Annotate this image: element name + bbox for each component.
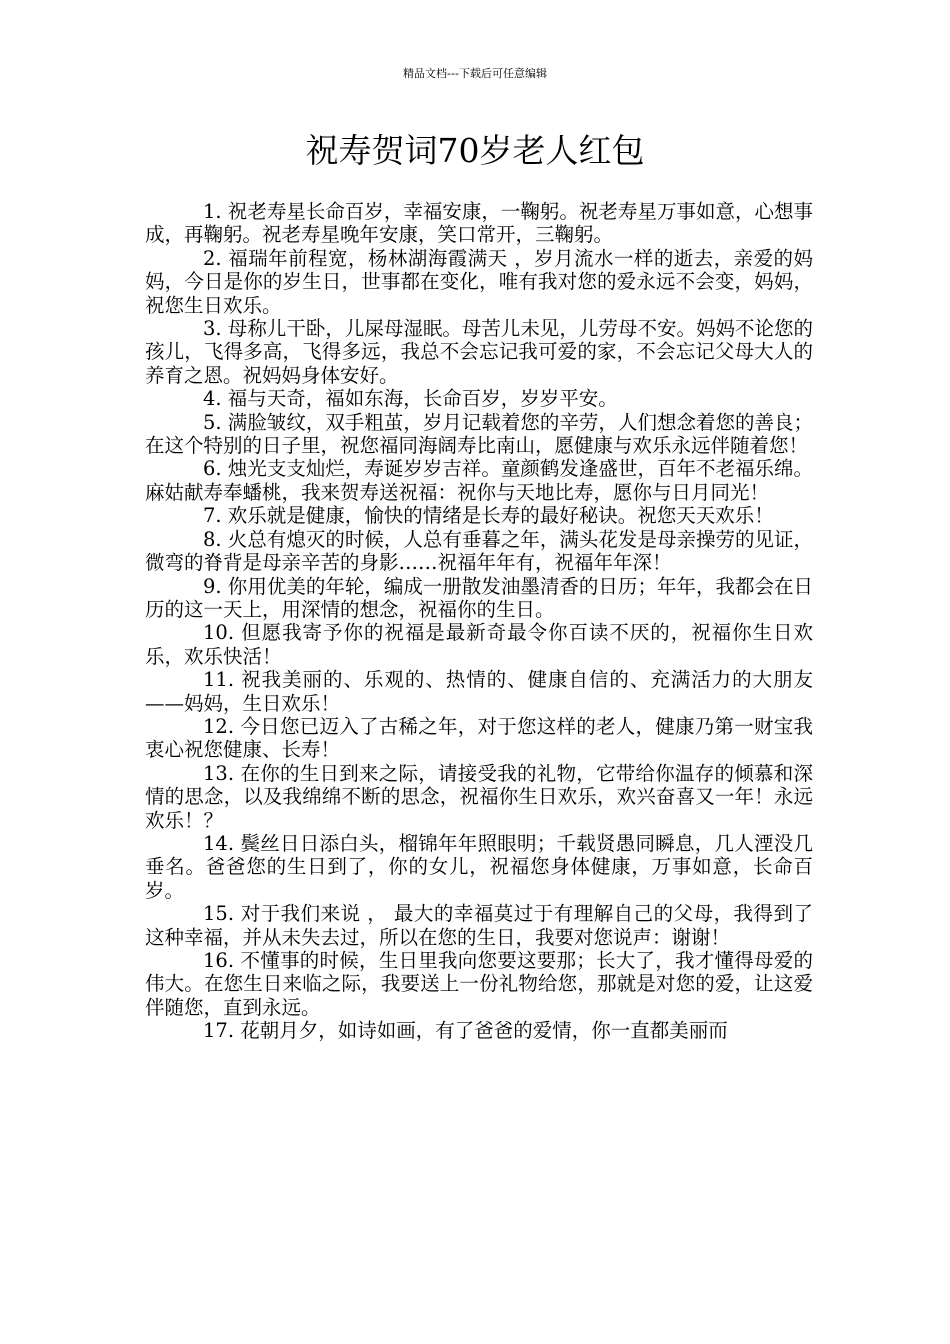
paragraph-12: 12. 今日您已迈入了古稀之年，对于您这样的老人，健康乃第一财宝我衷心祝您健康、长寿！: [145, 714, 813, 762]
paragraph-7: 7. 欢乐就是健康，愉快的情绪是长寿的最好秘诀。祝您天天欢乐！: [203, 504, 774, 528]
paragraph-13: 13. 在你的生日到来之际，请接受我的礼物，它带给你温存的倾慕和深情的思念，以及我绵绵不断的思念，祝福你生日欢乐，欢兴奋喜又一年！永远欢乐！？: [145, 761, 813, 832]
document-title: 祝寿贺词70岁老人红包: [305, 131, 645, 170]
paragraph-15: 15. 对于我们来说 ， 最大的幸福莫过于有理解自己的父母，我得到了这种幸福，并从未失去过，所以在您的生日，我要对您说声：谢谢！: [145, 902, 813, 949]
paragraph-6: 6. 烛光支支灿烂，寿诞岁岁吉祥。童颜鹤发逢盛世，百年不老福乐绵。麻姑献寿奉蟠桃，我来贺寿送祝福：祝你与天地比寿，愿你与日月同光！: [145, 457, 813, 504]
paragraph-5: 5. 满脸皱纹，双手粗茧，岁月记载着您的辛劳，人们想念着您的善良；在这个特别的日子里，祝您福同海阔寿比南山，愿健康与欢乐永远伴随着您！: [145, 410, 813, 458]
paragraph-2: 2. 福瑞年前程宽，杨林湖海霞满天 ，岁月流水一样的逝去，亲爱的妈妈，今日是你的岁生日，世事都在变化，唯有我对您的爱永远不会变，妈妈，祝您生日欢乐。: [145, 246, 813, 317]
paragraph-14: 14. 鬓丝日日添白头，榴锦年年照眼明；千载贤愚同瞬息，几人湮没几垂名。爸爸您的生日到了，你的女儿，祝福您身体健康，万事如意，长命百岁。: [145, 831, 813, 902]
paragraph-11: 11. 祝我美丽的、乐观的、热情的、健康自信的、充满活力的大朋友——妈妈，生日欢乐！: [145, 668, 813, 715]
paragraph-17: 17. 花朝月夕，如诗如画，有了爸爸的爱情，你一直都美丽而: [203, 1019, 728, 1043]
paragraph-10: 10. 但愿我寄予你的祝福是最新奇最令你百读不厌的，祝福你生日欢乐，欢乐快活！: [145, 621, 813, 668]
document-body: [145, 200, 813, 1043]
paragraph-9: 9. 你用优美的年轮，编成一册散发油墨清香的日历；年年，我都会在日历的这一天上，用深情的想念，祝福你的生日。: [145, 574, 813, 621]
paragraph-1: 1. 祝老寿星长命百岁，幸福安康，一鞠躬。祝老寿星万事如意，心想事成，再鞠躬。祝老寿星晚年安康，笑口常开，三鞠躬。: [145, 200, 813, 247]
header-note: 精品文档---下载后可任意编辑: [403, 67, 547, 80]
paragraph-3: 3. 母称儿干卧，儿屎母湿眠。母苦儿未见，儿劳母不安。妈妈不论您的孩儿，飞得多高，飞得多远，我总不会忘记我可爱的家，不会忘记父母大人的养育之恩。祝妈妈身体安好。: [145, 317, 813, 387]
paragraph-16: 16. 不懂事的时候，生日里我向您要这要那；长大了，我才懂得母爱的伟大。在您生日来临之际，我要送上一份礼物给您，那就是对您的爱，让这爱伴随您，直到永远。: [145, 949, 813, 1019]
paragraph-8: 8. 火总有熄灭的时候，人总有垂暮之年，满头花发是母亲操劳的见证，微弯的脊背是母亲辛苦的身影……祝福年年有，祝福年年深！: [145, 527, 813, 575]
paragraph-4: 4. 福与天奇，福如东海，长命百岁，岁岁平安。: [203, 387, 618, 411]
